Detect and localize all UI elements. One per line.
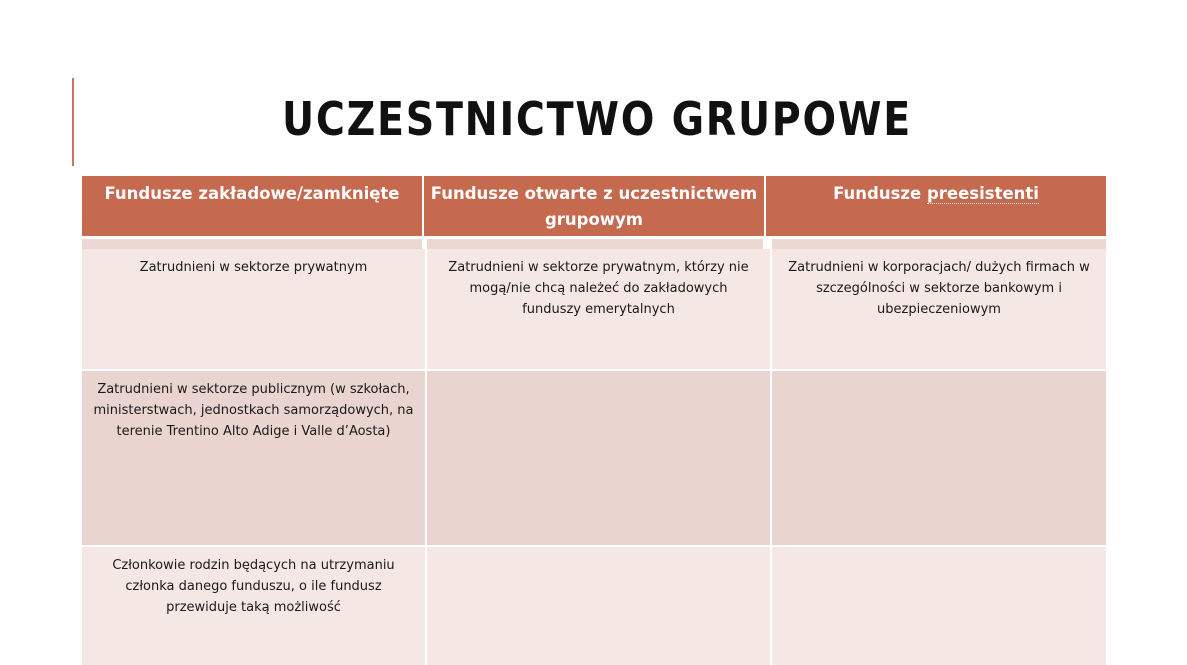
- slide-title: UCZESTNICTWO GRUPOWE: [282, 92, 912, 146]
- header-cell-closed-funds: [82, 176, 422, 236]
- table-cell: [427, 371, 770, 545]
- header-label-prefix: Fundusze: [833, 184, 927, 203]
- header-label-underlined: preesistenti: [926, 184, 1039, 203]
- header-label: Fundusze otwarte z uczestnictwem grupowym: [430, 184, 758, 229]
- table-cell: Zatrudnieni w sektorze prywatnym, którzy nie mogą/nie chcą należeć do zakładowych funduszy emerytalnych: [427, 249, 770, 369]
- table-cell: Zatrudnieni w sektorze prywatnym: [82, 249, 425, 369]
- spacer-cell: [772, 239, 1106, 249]
- spacer-cell: [82, 239, 422, 249]
- comparison-table: [82, 176, 1106, 665]
- table-cell: Zatrudnieni w sektorze publicznym (w szkołach, ministerstwach, jednostkach samorządowych, na terenie Trentino Alto Adige i Valle d’Aosta): [82, 371, 425, 545]
- spacer-cell: [427, 239, 763, 249]
- header-label: Fundusze zakładowe/zamknięte: [104, 184, 400, 203]
- title-accent-bar: [72, 78, 74, 166]
- table-cell: Członkowie rodzin będących na utrzymaniu członka danego funduszu, o ile fundusz przewiduje taką możliwość: [82, 547, 425, 665]
- table-cell: [772, 371, 1106, 545]
- header-cell-open-funds: [424, 176, 764, 236]
- header-cell-preexisting-funds: [766, 176, 1106, 236]
- table-cell: [772, 547, 1106, 665]
- table-cell: [427, 547, 770, 665]
- table-cell: Zatrudnieni w korporacjach/ dużych firmach w szczególności w sektorze bankowym i ubezpieczeniowym: [772, 249, 1106, 369]
